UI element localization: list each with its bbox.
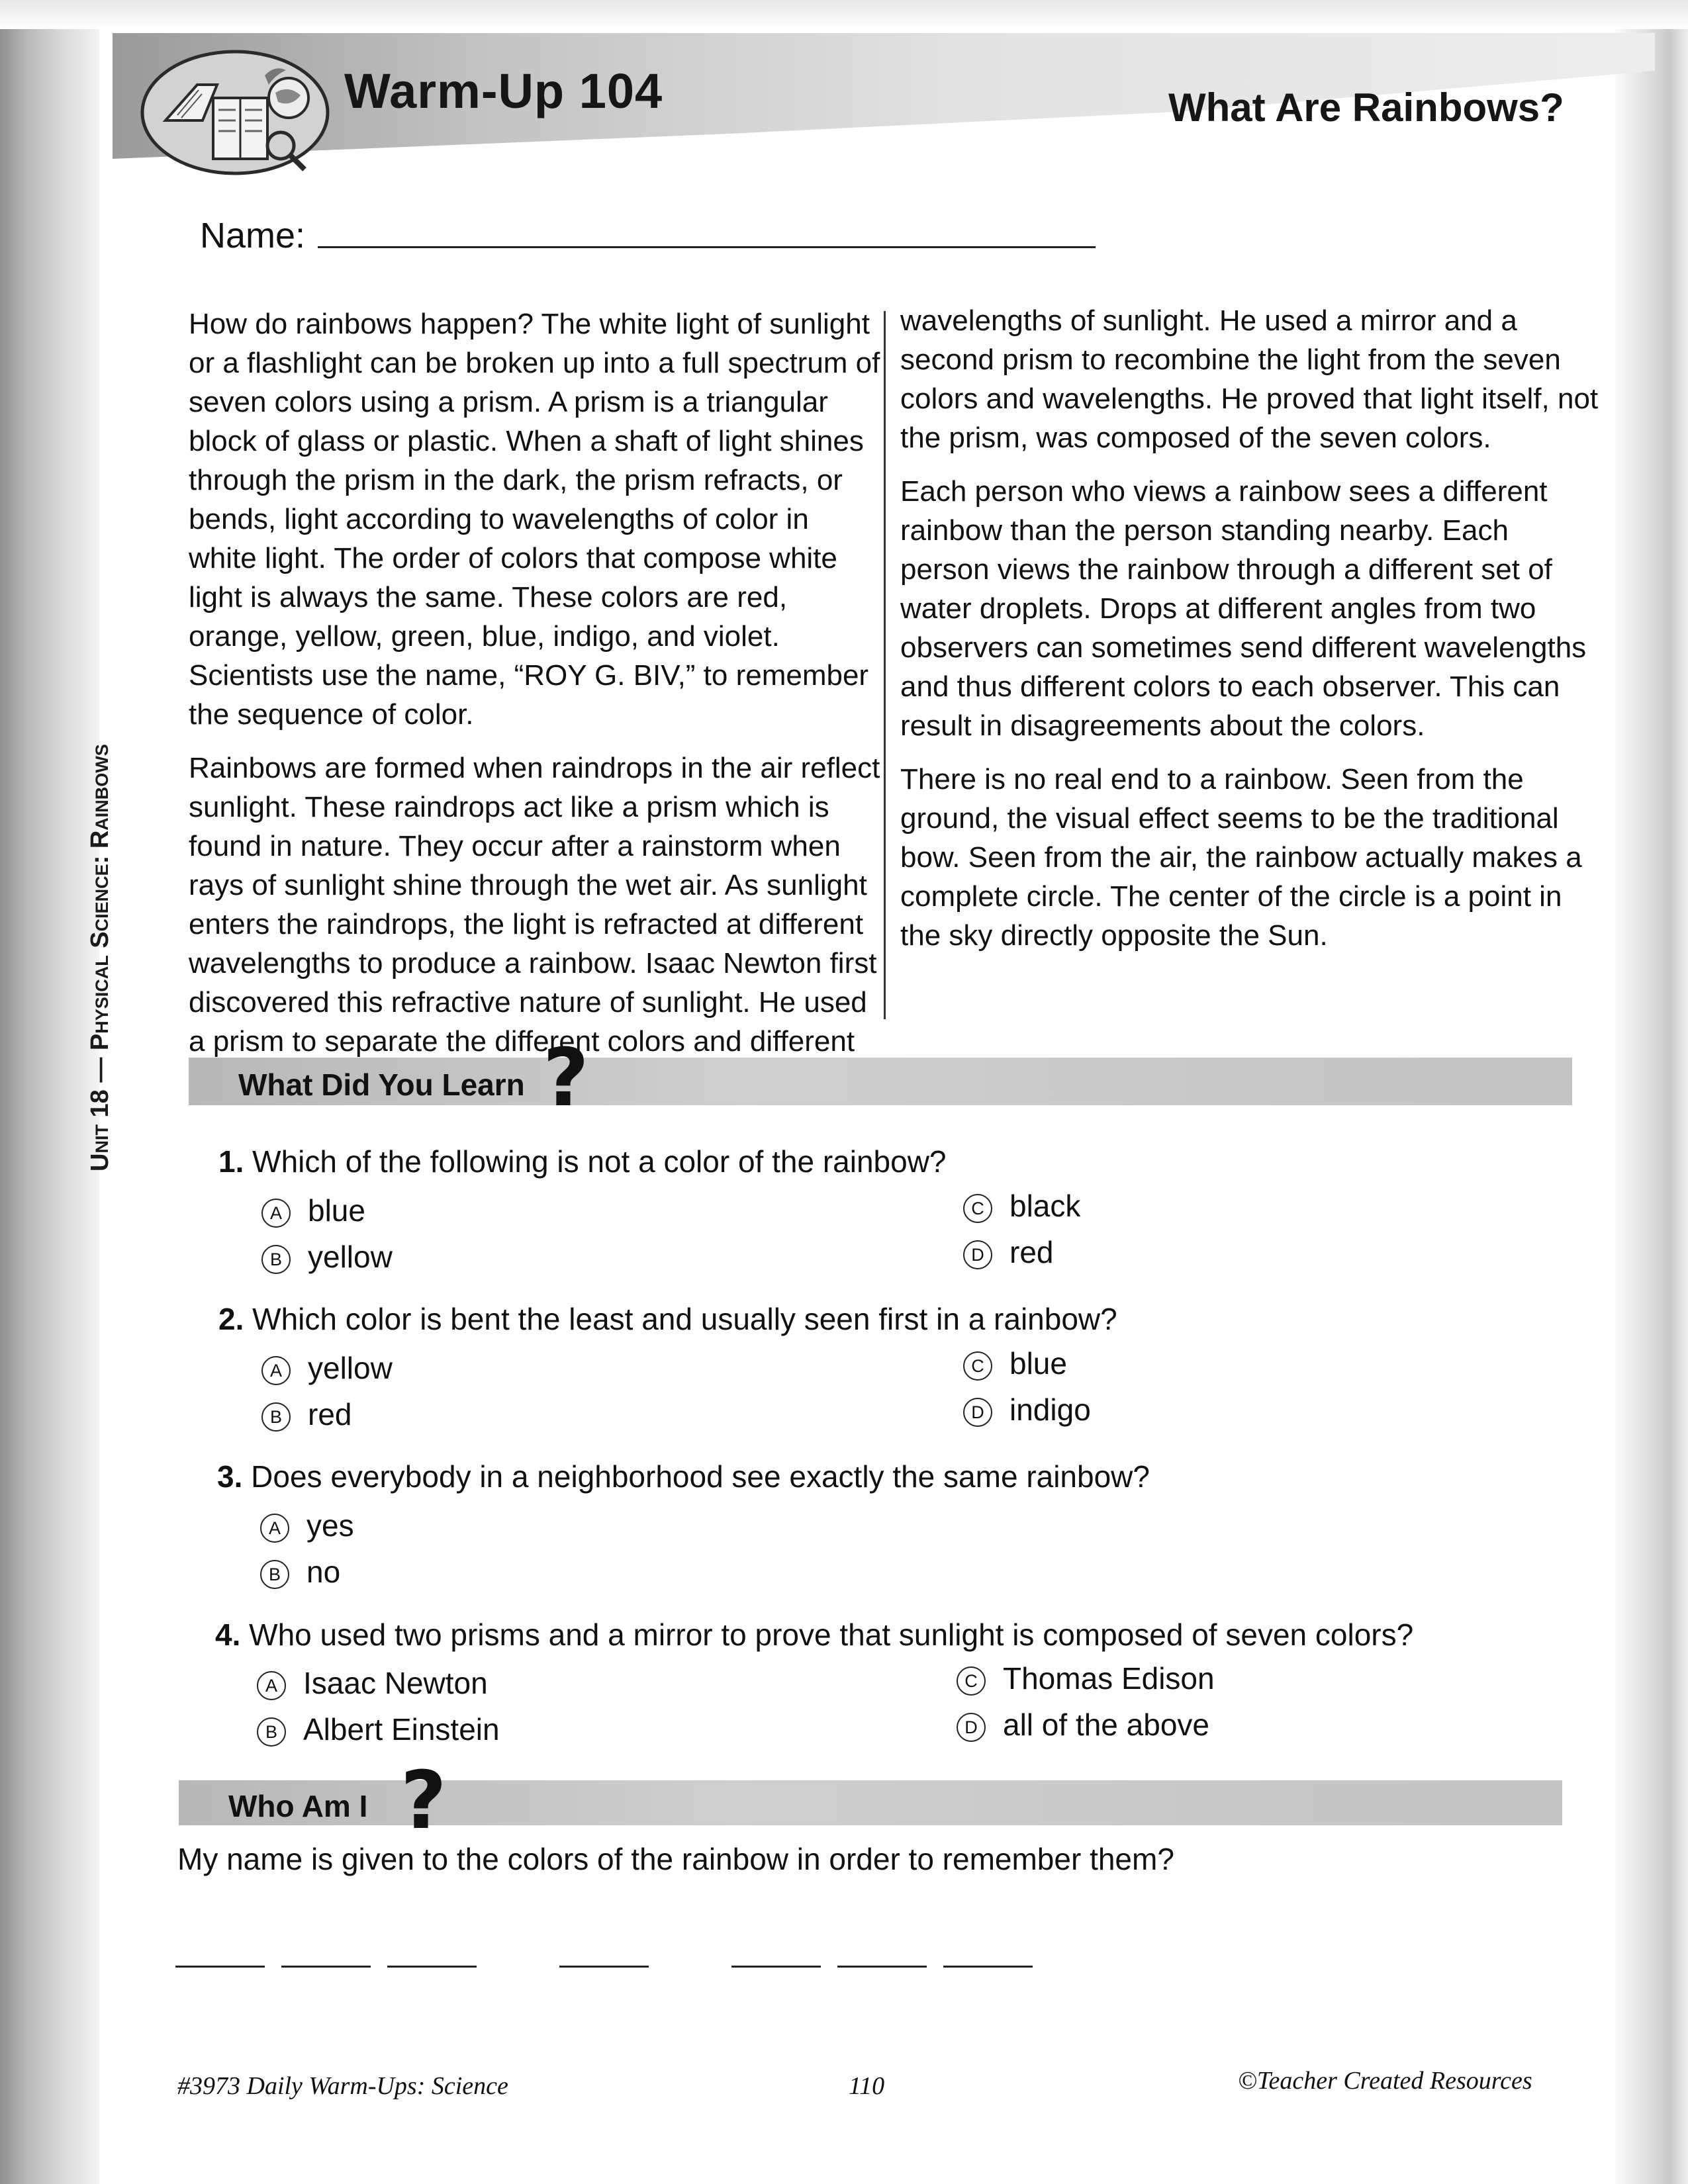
option-2b[interactable]: B red (261, 1396, 352, 1432)
question-2: 2. Which color is bent the least and usually seen first in a rainbow? (218, 1302, 1117, 1336)
answer-blank[interactable] (943, 1966, 1033, 1968)
option-4d[interactable]: D all of the above (957, 1707, 1209, 1743)
scan-shadow-top (0, 0, 1688, 29)
option-1a[interactable]: A blue (261, 1193, 365, 1228)
answer-bubble[interactable]: A (260, 1514, 289, 1543)
option-2d[interactable]: D indigo (963, 1392, 1091, 1428)
page-title: Warm-Up 104 (344, 64, 663, 118)
option-1c[interactable]: C black (963, 1188, 1080, 1224)
answer-bubble[interactable]: B (261, 1402, 291, 1432)
answer-bubble[interactable]: C (957, 1666, 986, 1696)
passage-right-column (900, 301, 1599, 970)
science-logo-icon (139, 46, 331, 179)
option-3a[interactable]: A yes (260, 1508, 354, 1543)
answer-blank[interactable] (387, 1966, 477, 1968)
passage-paragraph: Rainbows are formed when raindrops in the air reflect sunlight. These raindrops act like a prism which is found in nature. They occur after a rainstorm when rays of sunlight shine through the wet air. As sunlight enters the raindrops, the light is refracted at different wavelengths to produce a rainbow. Isaac Newton first discovered this refractive nature of sunlight. He used a prism to separate the different colors and different (189, 752, 880, 1058)
option-1b[interactable]: B yellow (261, 1239, 393, 1275)
option-1d[interactable]: D red (963, 1234, 1053, 1270)
passage-paragraph: How do rainbows happen? The white light of sunlight or a flashlight can be broken up into a full spectrum of seven colors using a prism. A prism is a triangular block of glass or plastic. When a shaft of light shines through the prism in the dark, the prism refracts, or bends, light according to wavelengths of color in white light. The order of colors that compose white light is always the same. These colors are red, orange, yellow, green, blue, indigo, and violet. Scientists use the name, “ROY G. BIV,” to remember the sequence of color. (189, 308, 880, 731)
passage-paragraph: Each person who views a rainbow sees a different rainbow than the person standing nearby. Each person views the rainbow through a different set of water droplets. Drops at different angles from two observers can sometimes send different wavelengths and thus different colors to each observer. This can result in disagreements about the colors. (900, 475, 1587, 742)
answer-blank[interactable] (559, 1966, 649, 1968)
question-1: 1. Which of the following is not a color of the rainbow? (218, 1144, 947, 1179)
question-mark-icon: ? (543, 1032, 589, 1124)
answer-blank[interactable] (175, 1966, 265, 1968)
answer-bubble[interactable]: A (261, 1356, 291, 1385)
answer-bubble[interactable]: D (957, 1713, 986, 1742)
who-section-bar (179, 1780, 1562, 1825)
footer-book-title: #3973 Daily Warm-Ups: Science (177, 2072, 508, 2100)
scan-shadow-left (0, 0, 99, 2184)
option-4a[interactable]: A Isaac Newton (257, 1665, 488, 1701)
answer-bubble[interactable]: D (963, 1240, 992, 1269)
passage-left-column (189, 304, 884, 1075)
answer-bubble[interactable]: D (963, 1398, 992, 1427)
option-2a[interactable]: A yellow (261, 1350, 393, 1386)
unit-side-label: Unit 18 — Physical Science: Rainbows (86, 744, 114, 1171)
name-label: Name: (200, 216, 306, 255)
answer-blank[interactable] (731, 1966, 821, 1968)
passage-paragraph: wavelengths of sunlight. He used a mirror and a second prism to recombine the light from the seven colors and wavelengths. He proved that light itself, not the prism, was composed of the seven colors. (900, 304, 1599, 454)
answer-bubble[interactable]: A (257, 1671, 286, 1700)
name-field[interactable] (318, 246, 1096, 248)
scan-shadow-right (1615, 0, 1688, 2184)
who-am-i-prompt: My name is given to the colors of the rainbow in order to remember them? (177, 1842, 1174, 1876)
answer-bubble[interactable]: C (963, 1194, 992, 1223)
answer-blank[interactable] (837, 1966, 927, 1968)
question-4: 4. Who used two prisms and a mirror to prove that sunlight is composed of seven colors? (215, 1617, 1414, 1652)
learn-section-title: What Did You Learn (238, 1068, 525, 1102)
answer-blank[interactable] (281, 1966, 371, 1968)
who-section-title: Who Am I (228, 1789, 368, 1823)
question-mark-icon: ? (400, 1755, 447, 1847)
page-number: 110 (849, 2072, 885, 2100)
option-2c[interactable]: C blue (963, 1345, 1067, 1381)
answer-bubble[interactable]: B (261, 1245, 291, 1274)
column-divider (884, 311, 886, 1019)
answer-bubble[interactable]: C (963, 1351, 992, 1381)
page-subtitle: What Are Rainbows? (1168, 85, 1564, 130)
answer-bubble[interactable]: B (257, 1717, 286, 1747)
passage-paragraph: There is no real end to a rainbow. Seen from the ground, the visual effect seems to be the traditional bow. Seen from the air, the rainbow actually makes a complete circle. The center of the circle is a point in the sky directly opposite the Sun. (900, 763, 1582, 952)
answer-bubble[interactable]: B (260, 1560, 289, 1589)
option-4c[interactable]: C Thomas Edison (957, 1661, 1215, 1696)
question-3: 3. Does everybody in a neighborhood see exactly the same rainbow? (217, 1459, 1150, 1494)
option-3b[interactable]: B no (260, 1554, 340, 1590)
option-4b[interactable]: B Albert Einstein (257, 1711, 500, 1747)
footer-copyright: ©Teacher Created Resources (1238, 2067, 1532, 2095)
answer-bubble[interactable]: A (261, 1199, 291, 1228)
